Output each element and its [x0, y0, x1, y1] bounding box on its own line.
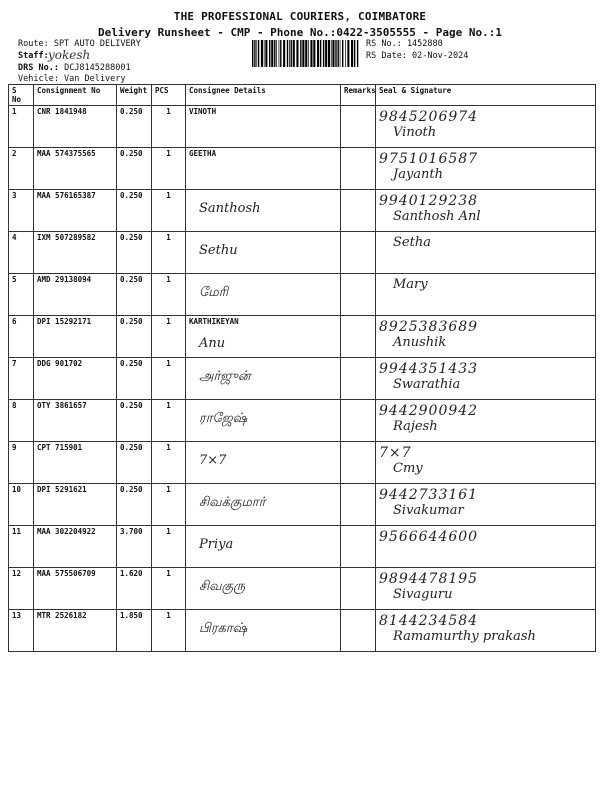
pcs-cell: 1 [152, 442, 186, 484]
consignee-cell [186, 442, 341, 484]
weight-cell: 0.250 [117, 106, 152, 148]
consignee-handwritten-name: Anu [199, 336, 226, 351]
remarks-cell [341, 148, 376, 190]
table-row [9, 400, 596, 442]
weight-cell: 0.250 [117, 316, 152, 358]
table-row [9, 610, 596, 652]
sno-cell: 4 [9, 232, 34, 274]
consignee-cell [186, 148, 341, 190]
signature-cell [376, 484, 596, 526]
weight-cell: 1.850 [117, 610, 152, 652]
handwritten-signature: Sivakumar [393, 503, 464, 518]
signature-cell [376, 106, 596, 148]
table-row [9, 484, 596, 526]
header-remarks: Remarks [341, 85, 376, 106]
header-pcs: PCS [152, 85, 186, 106]
sno-cell: 6 [9, 316, 34, 358]
handwritten-phone: 9845206974 [379, 109, 479, 125]
consignment-cell: IXM 507289582 [34, 232, 117, 274]
table-row [9, 442, 596, 484]
consignment-cell: MAA 302204922 [34, 526, 117, 568]
weight-cell: 0.250 [117, 442, 152, 484]
header-consignee: Consignee Details [186, 85, 341, 106]
handwritten-signature: Cmy [393, 461, 423, 476]
consignee-cell [186, 106, 341, 148]
sno-cell: 12 [9, 568, 34, 610]
consignee-printed-name: GEETHA [189, 149, 217, 158]
remarks-cell [341, 526, 376, 568]
consignee-handwritten-name: பிரகாஷ் [199, 621, 248, 636]
remarks-cell [341, 610, 376, 652]
table-row [9, 358, 596, 400]
weight-cell: 0.250 [117, 190, 152, 232]
handwritten-phone: 9944351433 [379, 361, 479, 377]
table-row [9, 106, 596, 148]
rs-date: RS Date: 02-Nov-2024 [366, 51, 469, 61]
document-subtitle: Delivery Runsheet - CMP - Phone No.:0422-3505555 - Page No.:1 [98, 26, 502, 39]
consignment-cell: MAA 574375565 [34, 148, 117, 190]
signature-cell [376, 568, 596, 610]
handwritten-signature: Ramamurthy prakash [393, 629, 536, 644]
route-info: Route: SPT AUTO DELIVERY [18, 39, 141, 49]
signature-cell [376, 442, 596, 484]
consignment-cell: CNR 1841948 [34, 106, 117, 148]
handwritten-phone: 9751016587 [379, 151, 479, 167]
staff-label: Staff: [18, 51, 49, 61]
consignment-cell: MTR 2526182 [34, 610, 117, 652]
consignment-cell: CPT 715901 [34, 442, 117, 484]
pcs-cell: 1 [152, 400, 186, 442]
remarks-cell [341, 358, 376, 400]
handwritten-phone: 8925383689 [379, 319, 479, 335]
table-row [9, 526, 596, 568]
remarks-cell [341, 106, 376, 148]
sno-cell: 10 [9, 484, 34, 526]
header-consignment: Consignment No [34, 85, 117, 106]
barcode-image [252, 40, 360, 67]
consignee-cell [186, 232, 341, 274]
signature-cell [376, 316, 596, 358]
handwritten-signature: Jayanth [393, 167, 444, 182]
handwritten-signature: Sivaguru [393, 587, 453, 602]
consignee-handwritten-name: Santhosh [199, 201, 261, 216]
weight-cell: 0.250 [117, 232, 152, 274]
handwritten-signature: Anushik [393, 335, 447, 350]
handwritten-signature: Vinoth [393, 125, 437, 140]
consignment-cell: OTY 3861657 [34, 400, 117, 442]
signature-cell [376, 610, 596, 652]
pcs-cell: 1 [152, 106, 186, 148]
pcs-cell: 1 [152, 568, 186, 610]
table-row [9, 316, 596, 358]
sno-cell: 3 [9, 190, 34, 232]
consignee-cell [186, 316, 341, 358]
remarks-cell [341, 316, 376, 358]
consignee-handwritten-name: Priya [199, 537, 234, 552]
consignee-handwritten-name: 7×7 [199, 453, 227, 468]
sno-cell: 8 [9, 400, 34, 442]
handwritten-signature: Santhosh Anl [393, 209, 481, 224]
table-row [9, 274, 596, 316]
consignee-cell [186, 568, 341, 610]
header-signature: Seal & Signature [376, 85, 596, 106]
signature-cell [376, 232, 596, 274]
consignee-handwritten-name: Sethu [199, 243, 238, 258]
handwritten-phone: 9442733161 [379, 487, 479, 503]
pcs-cell: 1 [152, 484, 186, 526]
remarks-cell [341, 484, 376, 526]
consignment-cell: DPI 15292171 [34, 316, 117, 358]
sno-cell: 5 [9, 274, 34, 316]
staff-signature: yokesh [48, 48, 91, 62]
handwritten-signature: Mary [393, 277, 428, 292]
remarks-cell [341, 400, 376, 442]
pcs-cell: 1 [152, 358, 186, 400]
remarks-cell [341, 442, 376, 484]
consignment-cell: DDG 901702 [34, 358, 117, 400]
handwritten-phone: 9940129238 [379, 193, 479, 209]
consignee-cell [186, 484, 341, 526]
consignee-cell [186, 358, 341, 400]
pcs-cell: 1 [152, 610, 186, 652]
table-row [9, 232, 596, 274]
header-weight: Weight [117, 85, 152, 106]
table-header-row [9, 85, 596, 106]
header-sno: S No [9, 85, 34, 106]
remarks-cell [341, 568, 376, 610]
pcs-cell: 1 [152, 232, 186, 274]
table-row [9, 148, 596, 190]
sno-cell: 2 [9, 148, 34, 190]
consignee-cell [186, 190, 341, 232]
handwritten-phone: 9442900942 [379, 403, 479, 419]
consignee-handwritten-name: ராஜேஷ் [199, 411, 248, 426]
consignee-printed-name: VINOTH [189, 107, 217, 116]
consignment-cell: MAA 576165387 [34, 190, 117, 232]
weight-cell: 0.250 [117, 358, 152, 400]
drs-number: DRS No.: DCJ8145288001 [18, 63, 131, 73]
handwritten-phone: 9566644600 [379, 529, 479, 545]
table-row [9, 190, 596, 232]
pcs-cell: 1 [152, 274, 186, 316]
sno-cell: 7 [9, 358, 34, 400]
signature-cell [376, 190, 596, 232]
remarks-cell [341, 274, 376, 316]
sno-cell: 11 [9, 526, 34, 568]
signature-cell [376, 274, 596, 316]
consignee-handwritten-name: சிவகுரு [199, 579, 246, 594]
signature-cell [376, 526, 596, 568]
consignee-cell [186, 400, 341, 442]
consignment-cell: AMD 29138094 [34, 274, 117, 316]
handwritten-phone: 7×7 [379, 445, 412, 461]
pcs-cell: 1 [152, 526, 186, 568]
handwritten-phone: 8144234584 [379, 613, 479, 629]
signature-cell [376, 358, 596, 400]
pcs-cell: 1 [152, 148, 186, 190]
sno-cell: 13 [9, 610, 34, 652]
pcs-cell: 1 [152, 190, 186, 232]
weight-cell: 0.250 [117, 484, 152, 526]
handwritten-signature: Setha [393, 235, 431, 250]
runsheet-table [8, 84, 596, 652]
remarks-cell [341, 190, 376, 232]
consignee-cell [186, 610, 341, 652]
consignee-handwritten-name: அர்ஜுன் [199, 369, 251, 384]
consignee-printed-name: KARTHIKEYAN [189, 317, 239, 326]
consignment-cell: MAA 575506709 [34, 568, 117, 610]
rs-number: RS No.: 1452880 [366, 39, 443, 49]
handwritten-signature: Swarathia [393, 377, 461, 392]
signature-cell [376, 400, 596, 442]
consignee-handwritten-name: மேரி [199, 285, 229, 300]
remarks-cell [341, 232, 376, 274]
weight-cell: 0.250 [117, 400, 152, 442]
consignment-cell: DPI 5291621 [34, 484, 117, 526]
consignee-cell [186, 274, 341, 316]
vehicle-info: Vehicle: Van Delivery [18, 74, 126, 84]
weight-cell: 0.250 [117, 148, 152, 190]
weight-cell: 3.700 [117, 526, 152, 568]
pcs-cell: 1 [152, 316, 186, 358]
consignee-cell [186, 526, 341, 568]
signature-cell [376, 148, 596, 190]
document-title: THE PROFESSIONAL COURIERS, COIMBATORE [173, 10, 427, 23]
sno-cell: 9 [9, 442, 34, 484]
consignee-handwritten-name: சிவக்குமார் [199, 495, 266, 510]
weight-cell: 0.250 [117, 274, 152, 316]
handwritten-phone: 9894478195 [379, 571, 479, 587]
table-row [9, 568, 596, 610]
weight-cell: 1.620 [117, 568, 152, 610]
sno-cell: 1 [9, 106, 34, 148]
handwritten-signature: Rajesh [393, 419, 438, 434]
